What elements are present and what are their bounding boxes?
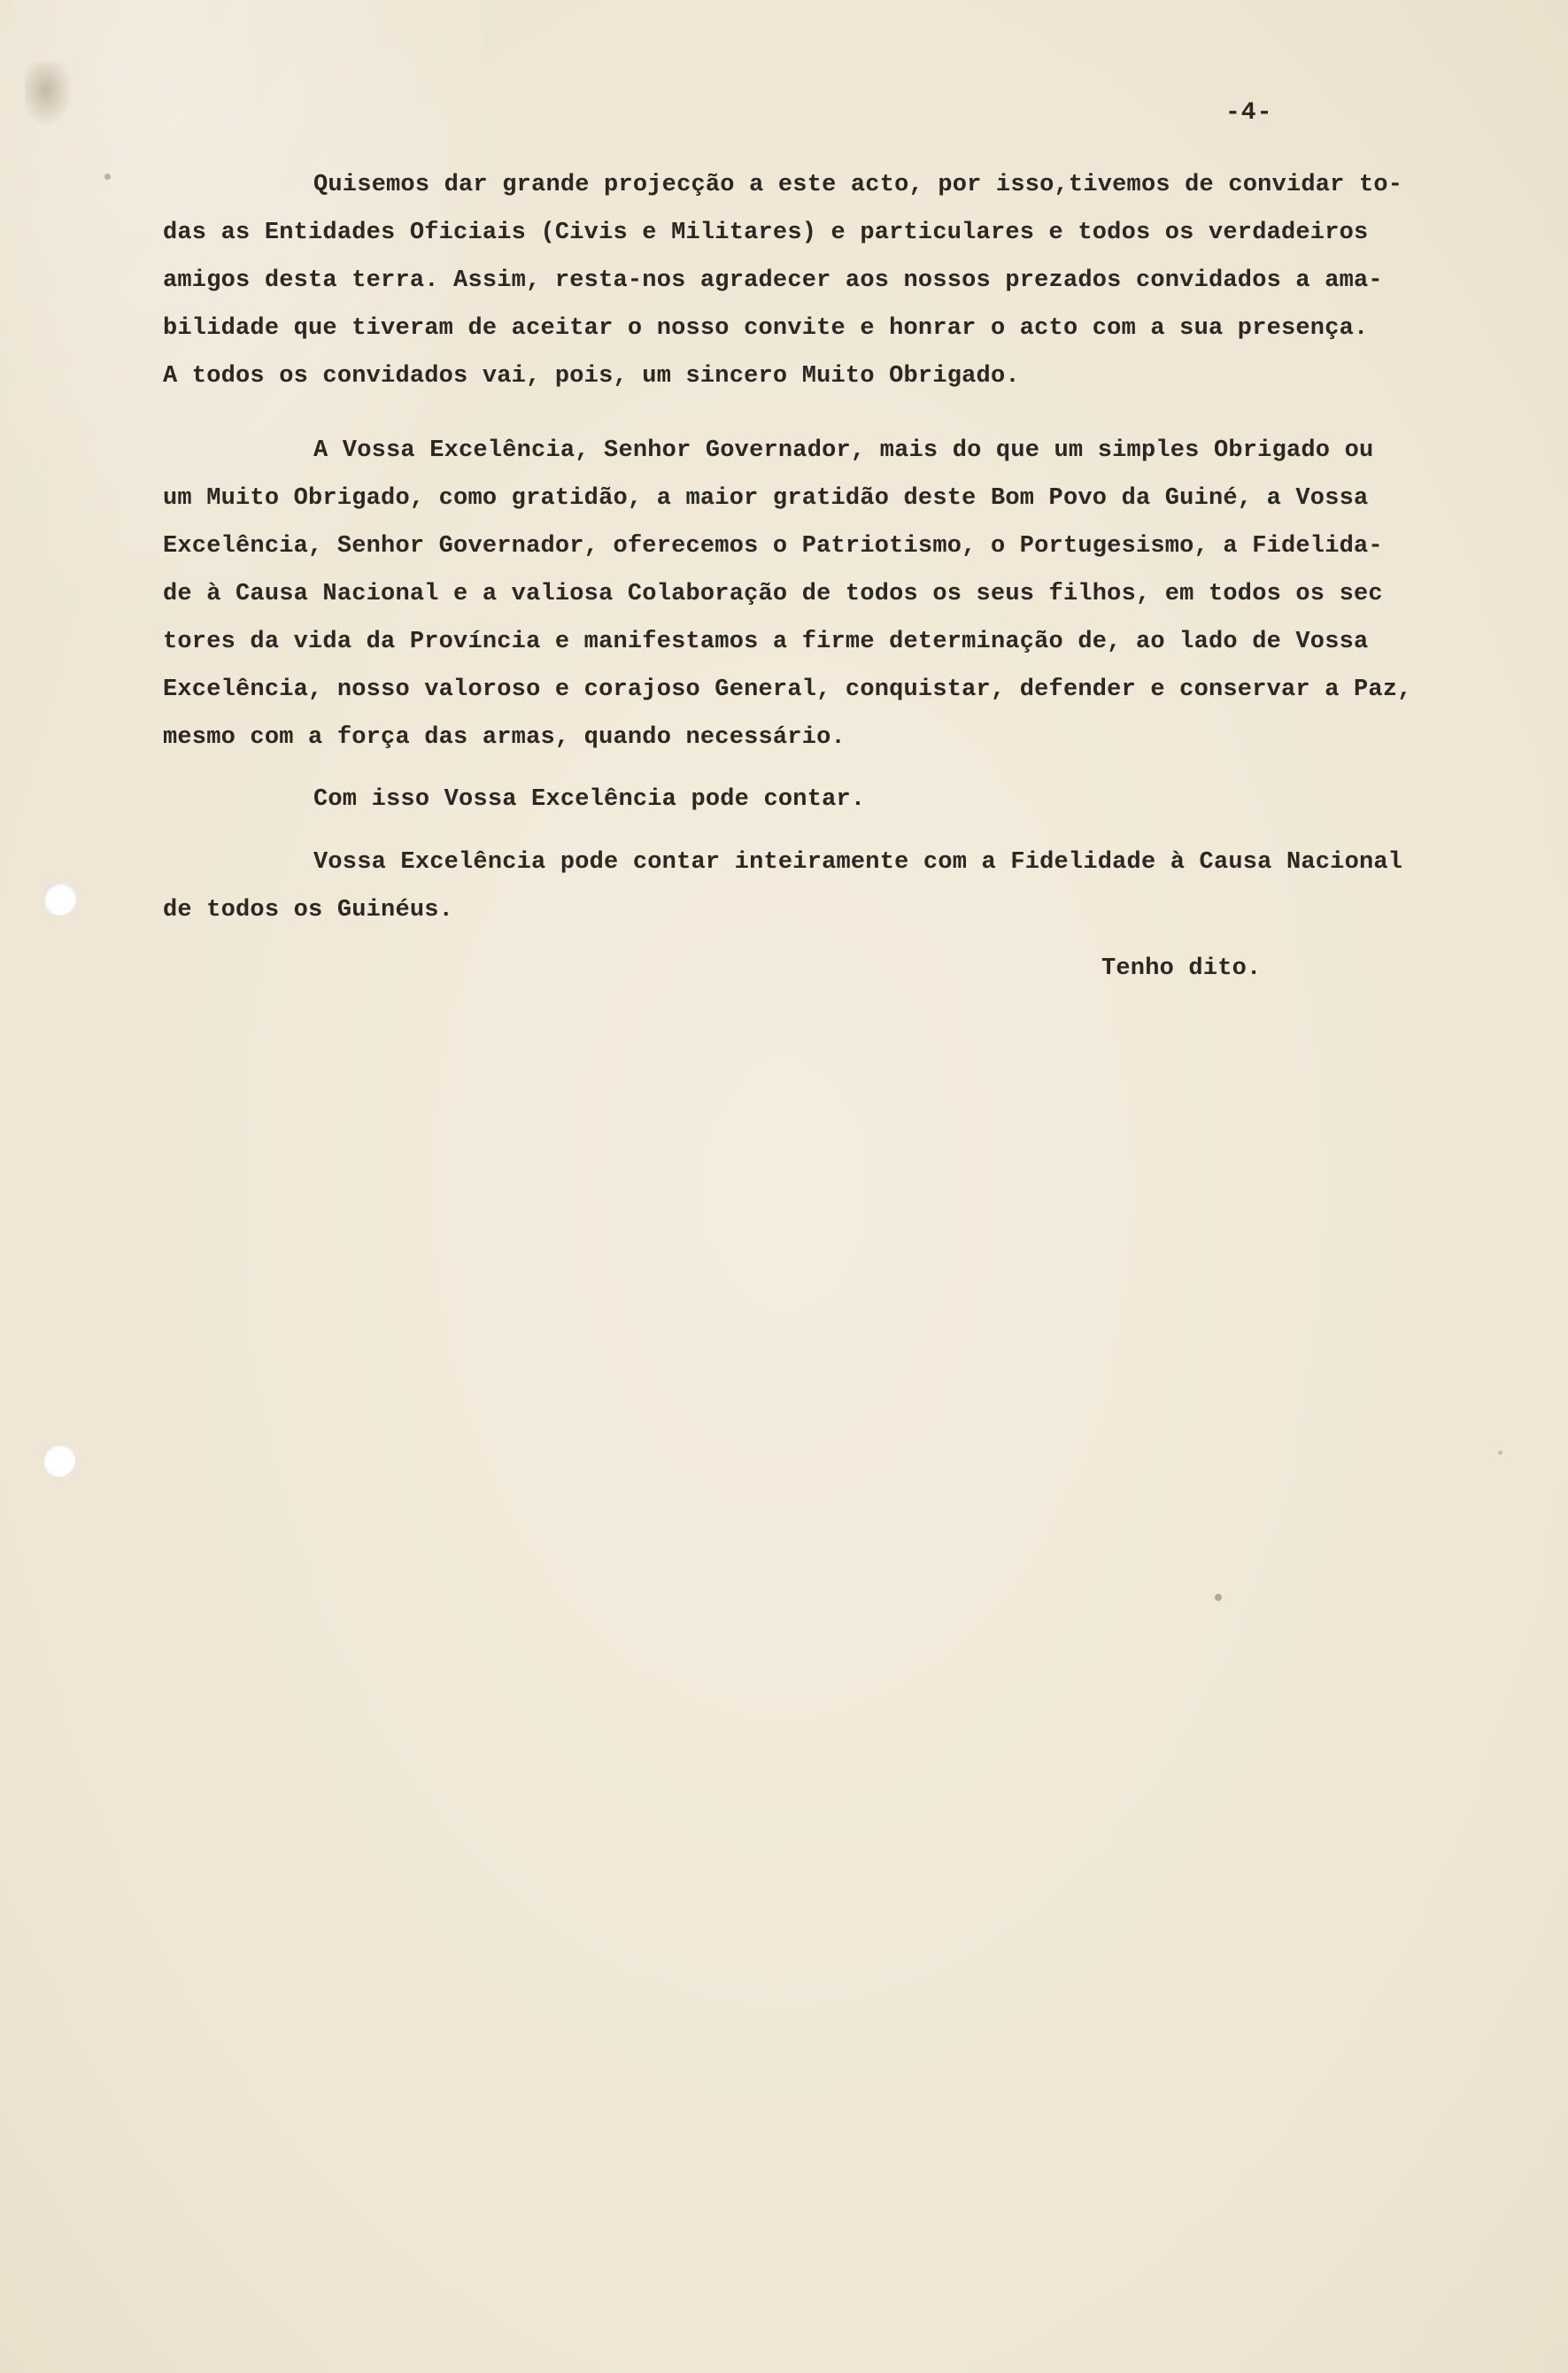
text-line: um Muito Obrigado, como gratidão, a maior gratidão deste Bom Povo da Guiné, a Vossa bbox=[163, 485, 1369, 512]
text-line: Vossa Excelência pode contar inteiramente com a Fidelidade à Causa Nacional bbox=[313, 849, 1403, 876]
closing-line: Tenho dito. bbox=[1101, 955, 1262, 982]
closing-paragraph bbox=[163, 945, 1438, 993]
text-line: Excelência, nosso valoroso e corajoso General, conquistar, defender e conservar a Paz, bbox=[163, 676, 1412, 703]
text-line: de à Causa Nacional e a valiosa Colaboração de todos os seus filhos, em todos os sec bbox=[163, 581, 1383, 607]
text-line: Excelência, Senhor Governador, oferecemos o Patriotismo, o Portugesismo, a Fidelida- bbox=[163, 533, 1383, 560]
page-number: -4- bbox=[1225, 99, 1273, 127]
paper-speck bbox=[1215, 1594, 1222, 1601]
paragraph-fidelity bbox=[163, 839, 1438, 934]
text-line: bilidade que tiveram de aceitar o nosso convite e honrar o acto com a sua presença. bbox=[163, 315, 1369, 342]
text-line: Quisemos dar grande projecção a este acto, por isso,tivemos de convidar to- bbox=[313, 172, 1403, 198]
text-line: A Vossa Excelência, Senhor Governador, mais do que um simples Obrigado ou bbox=[313, 437, 1374, 464]
paragraph-invitation bbox=[163, 161, 1438, 400]
paragraph-count-on bbox=[163, 776, 1438, 823]
punch-hole bbox=[42, 882, 76, 916]
punch-hole bbox=[42, 1443, 75, 1477]
paper-stain bbox=[25, 62, 78, 133]
paper-speck bbox=[104, 174, 111, 180]
text-line: amigos desta terra. Assim, resta-nos agradecer aos nossos prezados convidados a ama- bbox=[163, 267, 1383, 294]
text-line: A todos os convidados vai, pois, um sincero Muito Obrigado. bbox=[163, 363, 1020, 390]
text-line: de todos os Guinéus. bbox=[163, 897, 454, 924]
paper-speck bbox=[1498, 1450, 1502, 1455]
paragraph-governor bbox=[163, 427, 1438, 761]
text-line: Com isso Vossa Excelência pode contar. bbox=[313, 786, 866, 813]
text-line: tores da vida da Província e manifestamos a firme determinação de, ao lado de Vossa bbox=[163, 629, 1369, 655]
text-line: das as Entidades Oficiais (Civis e Militares) e particulares e todos os verdadeiros bbox=[163, 220, 1369, 246]
text-line: mesmo com a força das armas, quando necessário. bbox=[163, 724, 846, 751]
